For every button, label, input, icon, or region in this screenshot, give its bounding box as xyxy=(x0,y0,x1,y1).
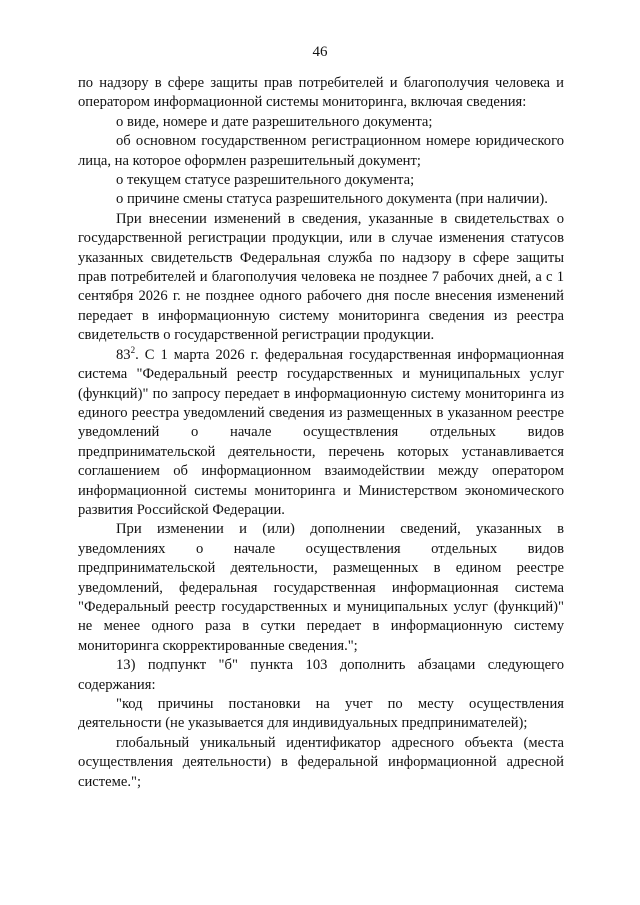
paragraph-83-2 xyxy=(78,346,564,521)
page-number: 46 xyxy=(312,44,328,60)
clause-text: . С 1 марта 2026 г. федеральная государственная информационная система "Федеральный реестр государственных и муниципальных услуг (функций)" по запросу передает в информационную систему мониторинга из единого реестра уведомлений сведения из размещенных в указанном реестре уведомлений о начале осуществления отдельных видов предпринимательской деятельности, перечень которых устанавливается соглашением об информационном взаимодействии между оператором информационной системы мониторинга и Министерством экономического развития Российской Федерации. xyxy=(78,346,564,518)
paragraph: "код причины постановки на учет по месту осуществления деятельности (не указывается для индивидуальных предпринимателей); xyxy=(78,696,564,732)
clause-number: 83 xyxy=(116,346,131,363)
paragraph: При изменении и (или) дополнении сведений, указанных в уведомлениях о начале осуществления отдельных видов предпринимательской деятельности, размещенных в едином реестре уведомлений, федеральная государственная информационная система "Федеральный реестр государственных и муниципальных услуг (функций)" не менее одного раза в сутки передает в информационную систему мониторинга скорректированные сведения."; xyxy=(78,521,564,654)
clause-superscript: 2 xyxy=(130,344,136,355)
paragraph: о текущем статусе разрешительного документа; xyxy=(116,172,415,189)
paragraph: глобальный уникальный идентификатор адресного объекта (места осуществления деятельности) в федеральной информационной адресной системе."; xyxy=(78,734,564,790)
paragraph: о причине смены статуса разрешительного документа (при наличии). xyxy=(116,191,548,208)
paragraph: по надзору в сфере защиты прав потребителей и благополучия человека и оператором информационной системы мониторинга, включая сведения: xyxy=(78,75,564,111)
paragraph: о виде, номере и дате разрешительного документа; xyxy=(116,113,433,130)
paragraph: При внесении изменений в сведения, указанные в свидетельствах о государственной регистрации продукции, или в случае изменения статусов указанных свидетельств Федеральная служба по надзору в сфере защиты прав потребителей и благополучия человека не позднее 7 рабочих дней, а с 1 сентября 2026 г. не позднее одного рабочего дня после внесения изменений передает в информационную систему мониторинга сведения из реестра свидетельств о государственной регистрации продукции. xyxy=(78,210,564,344)
paragraph: об основном государственном регистрационном номере юридического лица, на которое оформлен разрешительный документ; xyxy=(78,133,564,169)
document-body xyxy=(78,74,564,792)
paragraph: 13) подпункт "б" пункта 103 дополнить абзацами следующего содержания: xyxy=(78,657,564,693)
